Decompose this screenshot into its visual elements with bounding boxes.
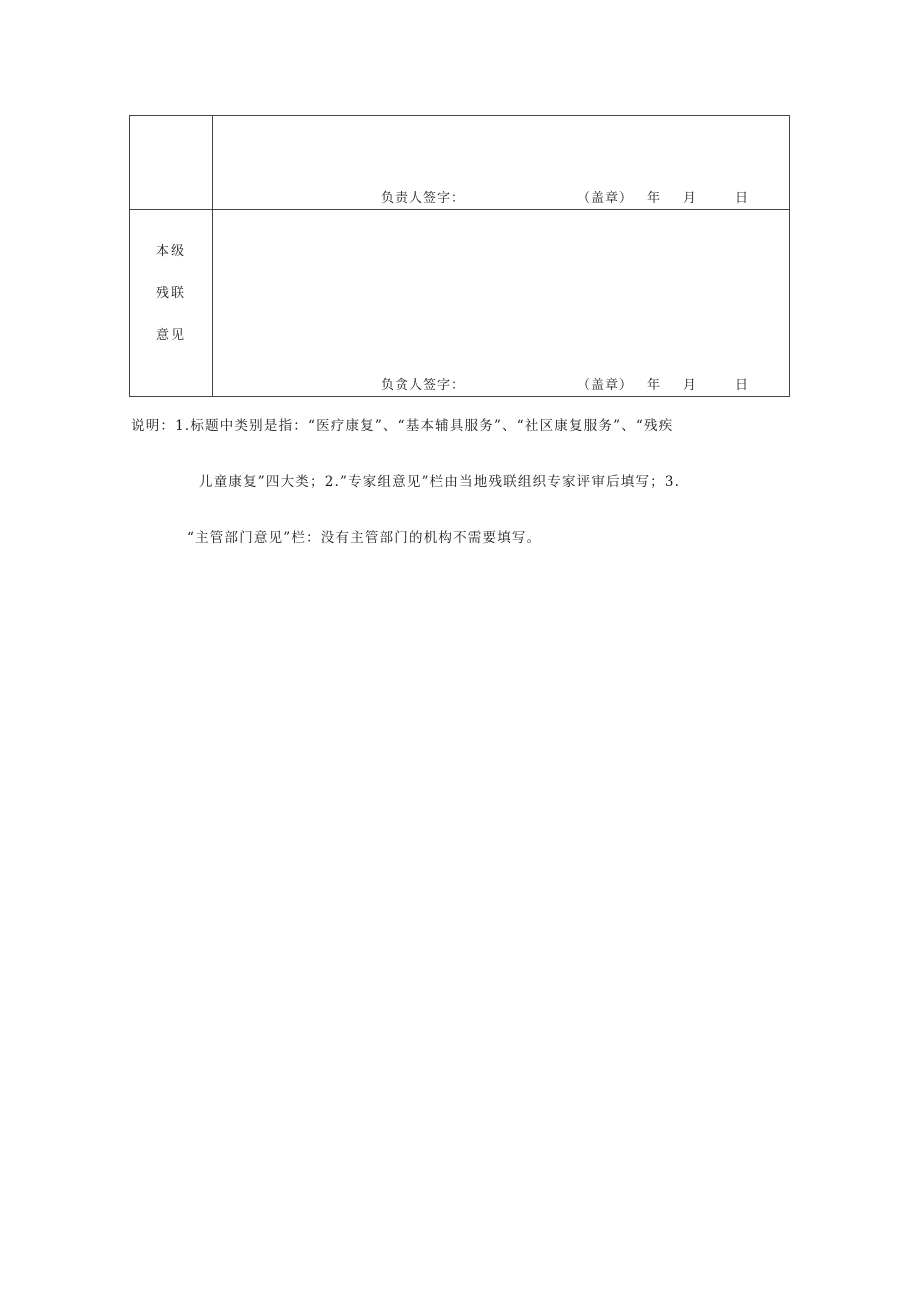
year-label: 年 (647, 191, 662, 207)
day-label: 日 (735, 191, 750, 207)
month-label: 月 (683, 378, 698, 393)
day-label: 日 (735, 378, 750, 393)
signature-line (381, 374, 749, 393)
seal-label: （盖章） (577, 191, 634, 207)
opinion-cell[interactable] (213, 210, 790, 397)
label-line: 残联 (155, 286, 186, 302)
form-row-previous-opinion (130, 116, 790, 210)
row-label-cell (130, 116, 213, 210)
year-label: 年 (647, 378, 662, 393)
opinion-cell[interactable] (213, 116, 790, 210)
seal-label: （盖章） (577, 378, 634, 393)
federation-opinion-label (130, 240, 212, 366)
signature-line (381, 187, 749, 206)
notes-line: “主管部门意见”栏：没有主管部门的机构不需要填写。 (187, 530, 542, 546)
label-line: 意见 (155, 328, 186, 344)
month-label: 月 (683, 191, 698, 207)
form-row-federation-opinion (130, 210, 790, 397)
row-label-cell (130, 210, 213, 397)
approval-form-table (129, 115, 790, 397)
label-line: 本级 (155, 244, 186, 260)
notes-line: 儿童康复”四大类；2.”专家组意见”栏由当地残联组织专家评审后填写；3. (199, 474, 681, 490)
signature-label: 负贪人签字： (381, 378, 466, 393)
notes-line: 说明：1.标题中类别是指：“医疗康复”、“基本辅具服务”、“社区康复服务”、“残疾 (131, 418, 674, 434)
signature-label: 负责人签字： (381, 191, 466, 207)
